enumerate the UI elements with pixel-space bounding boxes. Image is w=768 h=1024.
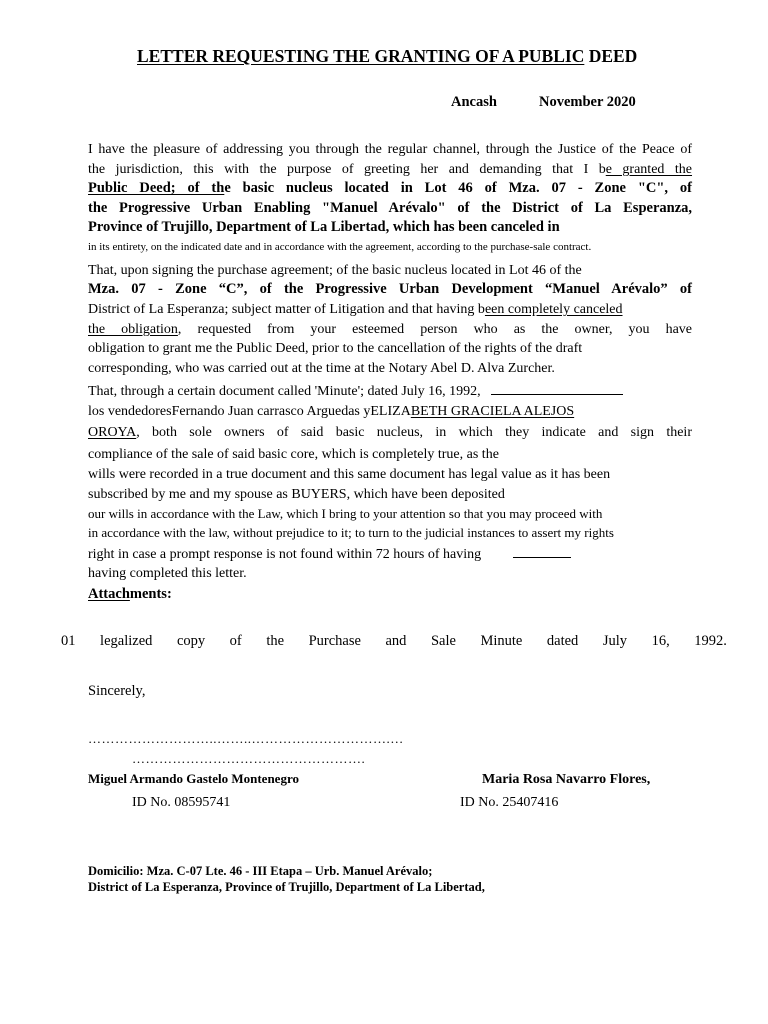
letter-place: Ancash [451,94,497,110]
p3-line9 [88,545,692,563]
p2-line4-underlined: the obligation [88,322,178,337]
p3-line3 [88,424,692,441]
signer2-id: ID No. 25407416 [460,795,559,810]
attachment-word: the [266,633,285,649]
attachment-word: and [385,633,407,649]
signer2-name: Maria Rosa Navarro Flores, [482,772,651,787]
p2-line3-underlined: een completely canceled [484,302,623,317]
p3-line4: compliance of the sale of said basic core, which is completely true, as the [88,447,499,462]
p3-line3-underlined: OROYA [88,425,137,440]
attachment-word: Purchase [308,633,361,649]
p3-line1 [88,382,692,400]
attachment-item [61,633,727,650]
p3-line9-text: right in case a prompt response is not found within 72 hours of having [88,547,482,562]
signer1-name: Miguel Armando Gastelo Montenegro [88,771,299,786]
blank-line [491,382,623,395]
p3-line5: wills were recorded in a true document and this same document has legal value as it has been [88,467,611,482]
title-end: DEED [584,46,638,66]
attachments-heading [88,586,692,603]
attachment-word: dated [546,633,579,649]
p2-line3-text: District of La Esperanza; subject matter of Litigation and that having b [88,302,485,317]
p2-line3 [88,301,692,318]
signer1-id: ID No. 08595741 [132,795,231,810]
attachment-number: 01 [61,633,76,649]
p1-line5: Province of Trujillo, Department of La Libertad, which has been canceled in [88,219,560,235]
signature-line: ………………………..……..………………………….… [88,731,404,746]
address-line2: District of La Esperanza, Province of Trujillo, Department of La Libertad, [88,880,485,894]
p1-line1: I have the pleasure of addressing you through the regular channel, through the Justice of the Peace of [88,142,692,157]
p1-line3-underlined: Public Deed; of th [88,180,225,196]
p1-line6: in its entirety, on the indicated date and in accordance with the agreement, according to the purchase-sale contract. [88,241,592,253]
p2-line6: corresponding, who was carried out at the time at the Notary Abel D. Alva Zurcher. [88,361,555,376]
p3-line1-text: That, through a certain document called 'Minute'; dated July 16, 1992, [88,384,481,399]
attachment-word: July [602,633,628,649]
attachment-word: legalized [100,633,153,649]
signature-line: ……………………………………………. [132,751,366,766]
closing: Sincerely, [88,683,146,699]
attachments-heading-rest: ments: [129,586,172,602]
letter-date: November 2020 [539,94,636,110]
attachment-word: copy [176,633,206,649]
p2-line1: That, upon signing the purchase agreement; of the basic nucleus located in Lot 46 of the [88,263,582,278]
p1-line4: the Progressive Urban Enabling "Manuel Arévalo" of the District of La Esperanza, [88,200,692,216]
p3-line7: our wills in accordance with the Law, which I bring to your attention so that you may proceed with [88,506,603,521]
p3-line3-text: , both sole owners of said basic nucleus, in which they indicate and sign their [136,425,692,440]
p3-line2-underlined: BETH GRACIELA ALEJOS [410,404,575,419]
letter-title [137,46,637,67]
p1-line3-text: e basic nucleus located in Lot 46 of Mza. 07 - Zone "C", of [224,180,692,196]
attachment-word: 1992. [694,633,727,649]
attachment-word: 16, [651,633,670,649]
p3-line8: in accordance with the law, without prejudice to it; to turn to the judicial instances to assert my rights [88,525,614,540]
attachment-word: Sale [430,633,456,649]
address-line1: Domicilio: Mza. C-07 Lte. 46 - III Etapa – Urb. Manuel Arévalo; [88,864,433,878]
attachment-word: Minute [480,633,523,649]
p3-line2-text: los vendedoresFernando Juan carrasco Arguedas yELIZA [88,404,411,419]
blank-line [513,545,571,558]
p2-line4-text: , requested from your esteemed person who as the owner, you have [177,322,692,337]
p1-line2-text: the jurisdiction, this with the purpose of greeting her and demanding that I b [88,162,606,177]
p1-line2 [88,161,692,178]
p2-line2: Mza. 07 - Zone “C”, of the Progressive Urban Development “Manuel Arévalo” of [88,281,692,297]
p1-line3 [88,180,692,197]
p1-line2-underlined: e granted the [605,162,693,177]
p3-line2 [88,403,692,420]
p3-line6: subscribed by me and my spouse as BUYERS, which have been deposited [88,487,505,502]
p2-line4 [88,321,692,338]
title-underlined: LETTER REQUESTING THE GRANTING OF A PUBLIC [137,46,585,66]
p3-line10: having completed this letter. [88,566,247,581]
attachments-heading-underlined: Attach [88,586,130,602]
attachment-word: of [229,633,242,649]
p2-line5: obligation to grant me the Public Deed, prior to the cancellation of the rights of the draft [88,341,583,356]
